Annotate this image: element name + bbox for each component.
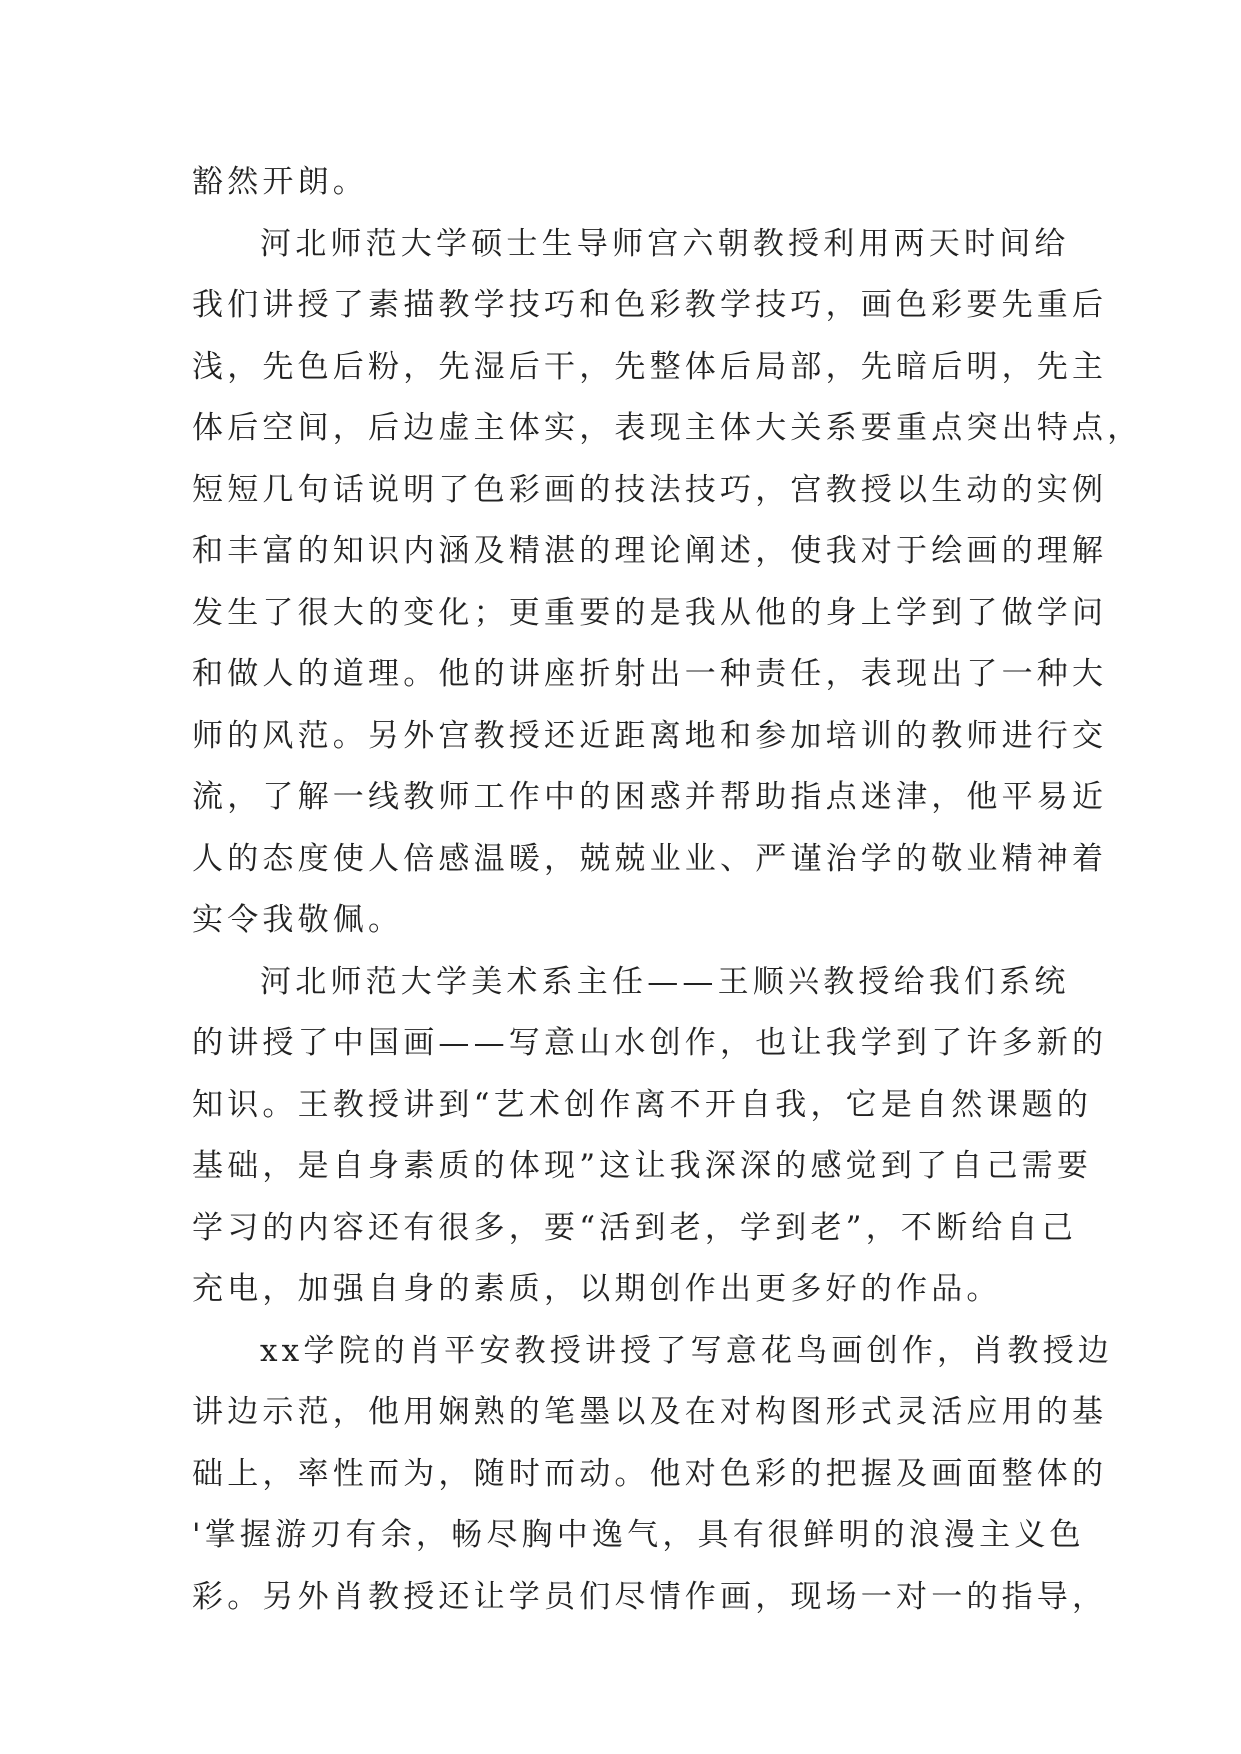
text-line: 和丰富的知识内涵及精湛的理论阐述，使我对于绘画的理解 bbox=[192, 533, 1108, 569]
text-line: 人的态度使人倍感温暖，兢兢业业、严谨治学的敬业精神着 bbox=[192, 840, 1108, 877]
text-line: 彩。另外肖教授还让学员们尽情作画，现场一对一的指导， bbox=[192, 1578, 1108, 1615]
text-line: 流，了解一线教师工作中的困惑并帮助指点迷津，他平易近 bbox=[192, 779, 1108, 815]
text-line: 础上，率性而为，随时而动。他对色彩的把握及画面整体的 bbox=[192, 1455, 1108, 1492]
text-line: '掌握游刃有余，畅尽胸中逸气，具有很鲜明的浪漫主义色 bbox=[192, 1517, 1085, 1553]
text-line: 我们讲授了素描教学技巧和色彩教学技巧，画色彩要先重后 bbox=[192, 287, 1108, 323]
text-line: 发生了很大的变化；更重要的是我从他的身上学到了做学问 bbox=[192, 594, 1108, 631]
text-line: 讲边示范，他用娴熟的笔墨以及在对构图形式灵活应用的基 bbox=[192, 1394, 1108, 1430]
text-line: 体后空间，后边虚主体实，表现主体大关系要重点突出特点， bbox=[192, 410, 1143, 446]
text-line: 浅，先色后粉，先湿后干，先整体后局部，先暗后明，先主 bbox=[192, 348, 1108, 385]
paragraph-start-line: xx学院的肖平安教授讲授了写意花鸟画创作，肖教授边 bbox=[260, 1332, 1113, 1369]
text-line: 师的风范。另外宫教授还近距离地和参加培训的教师进行交 bbox=[192, 717, 1108, 754]
text-line: 学习的内容还有很多，要“活到老，学到老”，不断给自己 bbox=[192, 1209, 1077, 1246]
text-line: 知识。王教授讲到“艺术创作离不开自我，它是自然课题的 bbox=[192, 1086, 1093, 1123]
text-line: 豁然开朗。 bbox=[192, 164, 368, 200]
body-text bbox=[192, 152, 1143, 1628]
text-line: 实令我敬佩。 bbox=[192, 902, 404, 938]
text-line: 充电，加强自身的素质，以期创作出更多好的作品。 bbox=[192, 1271, 1002, 1307]
paragraph-start-line: 河北师范大学美术系主任——王顺兴教授给我们系统 bbox=[260, 963, 1070, 1000]
text-line: 和做人的道理。他的讲座折射出一种责任，表现出了一种大 bbox=[192, 656, 1108, 692]
text-line: 短短几句话说明了色彩画的技法技巧，宫教授以生动的实例 bbox=[192, 471, 1108, 508]
text-line: 的讲授了中国画——写意山水创作，也让我学到了许多新的 bbox=[192, 1025, 1108, 1061]
text-line: 基础，是自身素质的体现”这让我深深的感觉到了自己需要 bbox=[192, 1148, 1093, 1184]
paragraph-start-line: 河北师范大学硕士生导师宫六朝教授利用两天时间给 bbox=[260, 225, 1070, 262]
